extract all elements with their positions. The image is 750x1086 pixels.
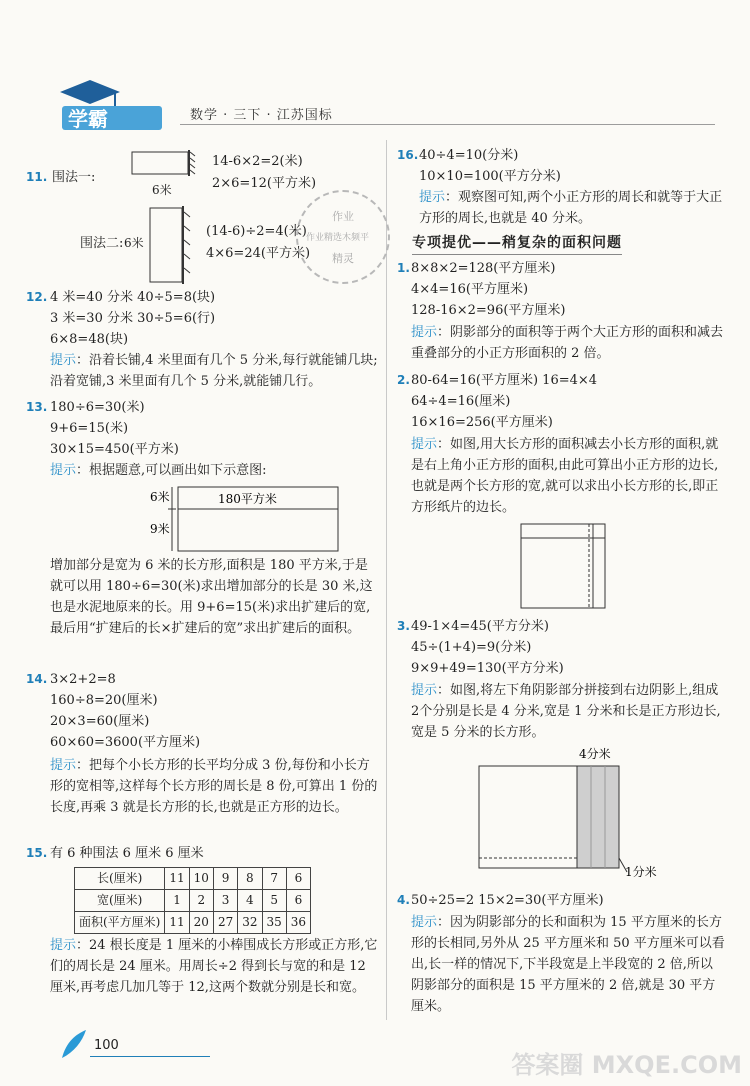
s1-tip: 提示：阴影部分的面积等于两个大正方形的面积和减去重叠部分的小正方形面积的 2 倍。	[411, 325, 724, 361]
section-title: 专项提优——稍复杂的面积问题	[412, 232, 622, 255]
s3-tip: 提示：如图,将左下角阴影部分拼接到右边阴影上,组成2个分别是长是 4 分米,宽是 1 分米和长是正方形边长,宽是 5 分米的长方形。	[411, 683, 721, 740]
q15-table	[74, 867, 311, 934]
q13-figure-top-label: 6米	[150, 490, 170, 504]
s1-line3: 128-16×2=96(平方厘米)	[411, 303, 566, 318]
q16-tip: 提示：观察图可知,两个小正方形的周长和就等于大正方形的周长,也就是 40 分米。	[419, 190, 723, 226]
s3-number: 3.	[397, 619, 410, 633]
q14-line1: 3×2+2=8	[50, 672, 116, 687]
q13-tip-intro: 提示：根据题意,可以画出如下示意图:	[50, 463, 267, 478]
s4-line1: 50÷25=2 15×2=30(平方厘米)	[411, 893, 604, 908]
q13-figure-side-label: 9米	[150, 522, 170, 536]
s2-line1: 80-64=16(平方厘米) 16=4×4	[411, 373, 598, 388]
q11-method2-label: 围法二:	[80, 236, 124, 251]
s2-figure	[517, 520, 609, 612]
q11-method1-dim: 6米	[152, 183, 172, 197]
s1-line1: 8×8×2=128(平方厘米)	[411, 261, 556, 276]
logo-text: 学霸	[68, 107, 108, 131]
q16-line1: 40÷4=10(分米)	[419, 148, 519, 163]
s3-figure-side-label: 1分米	[625, 865, 657, 879]
s2-line3: 16×16=256(平方厘米)	[411, 415, 553, 430]
s4-number: 4.	[397, 893, 410, 907]
leaf-icon	[58, 1028, 88, 1060]
q14-line4: 60×60=3600(平方厘米)	[50, 735, 201, 750]
q11-number: 11.	[26, 170, 48, 184]
svg-text:作业精选木频平: 作业精选木频平	[306, 233, 370, 243]
q11-m1-line2: 2×6=12(平方米)	[212, 176, 317, 191]
q13-line2: 9+6=15(米)	[50, 421, 129, 436]
q12-number: 12.	[26, 290, 48, 304]
q11-m2-line2: 4×6=24(平方米)	[206, 246, 311, 261]
s3-figure-top-label: 4分米	[579, 747, 611, 761]
q14-line2: 160÷8=20(厘米)	[50, 693, 158, 708]
s3-line3: 9×9+49=130(平方分米)	[411, 661, 564, 676]
s3-figure	[467, 744, 667, 882]
stamp-seal	[296, 190, 390, 284]
s4-tip: 提示：因为阴影部分的长和面积为 15 平方厘米的长方形的长相同,另外从 25 平方厘米和 50 平方厘米可以看出,长一样的情况下,下半段宽是上半段宽的 2 倍,所以阴影部分的面积是 15 平方厘米的 2 倍,就是 30 平方厘米。	[411, 915, 725, 1014]
page-number: 100	[94, 1038, 119, 1053]
q11-m2-line1: (14-6)÷2=4(米)	[206, 224, 307, 239]
q14-tip: 提示：把每个小长方形的长平均分成 3 份,每份和小长方形的宽相等,这样每个长方形的周长是 8 份,可算出 1 份的长度,再乘 3 就是长方形的长,也就是正方形的边长。	[50, 758, 378, 815]
q12-line2: 3 米=30 分米 30÷5=6(行)	[50, 311, 216, 326]
s2-number: 2.	[397, 373, 410, 387]
table-row: 面积(平方厘米) 11 20 27 32 35 36	[75, 912, 311, 934]
q12-line1: 4 米=40 分米 40÷5=8(块)	[50, 290, 216, 305]
q11-method2-figure	[146, 202, 194, 286]
q13-figure	[148, 483, 348, 555]
q14-line3: 20×3=60(厘米)	[50, 714, 150, 729]
q11-method1-label: 围法一:	[52, 170, 96, 185]
s2-line2: 64÷4=16(厘米)	[411, 394, 511, 409]
q12-tip: 提示：沿着长铺,4 米里面有几个 5 分米,每行就能铺几块;沿着宽铺,3 米里面有几个 5 分米,就能铺几行。	[50, 353, 378, 389]
q15-tip: 提示：24 根长度是 1 厘米的小棒围成长方形或正方形,它们的周长是 24 厘米。用周长÷2 得到长与宽的和是 12 厘米,再考虑几加几等于 12,这两个数就分别是长和宽。	[50, 938, 378, 995]
q13-line1: 180÷6=30(米)	[50, 400, 145, 415]
svg-text:精灵: 精灵	[332, 252, 354, 265]
page-number-rule	[90, 1056, 210, 1057]
q14-number: 14.	[26, 672, 48, 686]
q16-number: 16.	[397, 148, 419, 162]
q13-explanation: 增加部分是宽为 6 米的长方形,面积是 180 平方米,于是就可以用 180÷6=30(米)求出增加部分的长是 30 米,这也是水泥地原来的长。用 9+6=15(米)求出扩建后的宽,最后用“扩建后的长×扩建后的宽”求出扩建后的面积。	[50, 558, 373, 636]
s2-tip: 提示：如图,用大长方形的面积减去小长方形的面积,就是右上角小正方形的面积,由此可算出小正方形的边长,也就是两个长方形的宽,就可以求出小长方形的长,即正方形纸片的边长。	[411, 437, 719, 515]
q13-figure-area-label: 180平方米	[218, 492, 277, 506]
q13-number: 13.	[26, 400, 48, 414]
subject-line: 数学 · 三下 · 江苏国标	[190, 108, 333, 123]
q15-line1: 有 6 种围法 6 厘米 6 厘米	[50, 846, 204, 861]
watermark: 答案圈 MXQE.COM	[511, 1051, 742, 1079]
header-rule	[180, 124, 715, 125]
s3-line1: 49-1×4=45(平方分米)	[411, 619, 549, 634]
q12-line3: 6×8=48(块)	[50, 332, 129, 347]
tip-label: 提示	[50, 353, 77, 368]
s1-number: 1.	[397, 261, 410, 275]
brand-logo	[52, 72, 172, 138]
q11-method2-dim: 6米	[124, 236, 144, 250]
table-row: 宽(厘米) 1 2 3 4 5 6	[75, 890, 311, 912]
table-row: 长(厘米) 11 10 9 8 7 6	[75, 868, 311, 890]
q15-number: 15.	[26, 846, 48, 860]
q16-line2: 10×10=100(平方分米)	[419, 169, 561, 184]
q11-m1-line1: 14-6×2=2(米)	[212, 154, 303, 169]
svg-text:作业: 作业	[332, 210, 354, 223]
s3-line2: 45÷(1+4)=9(分米)	[411, 640, 532, 655]
s1-line2: 4×4=16(平方厘米)	[411, 282, 529, 297]
q13-line3: 30×15=450(平方米)	[50, 442, 179, 457]
